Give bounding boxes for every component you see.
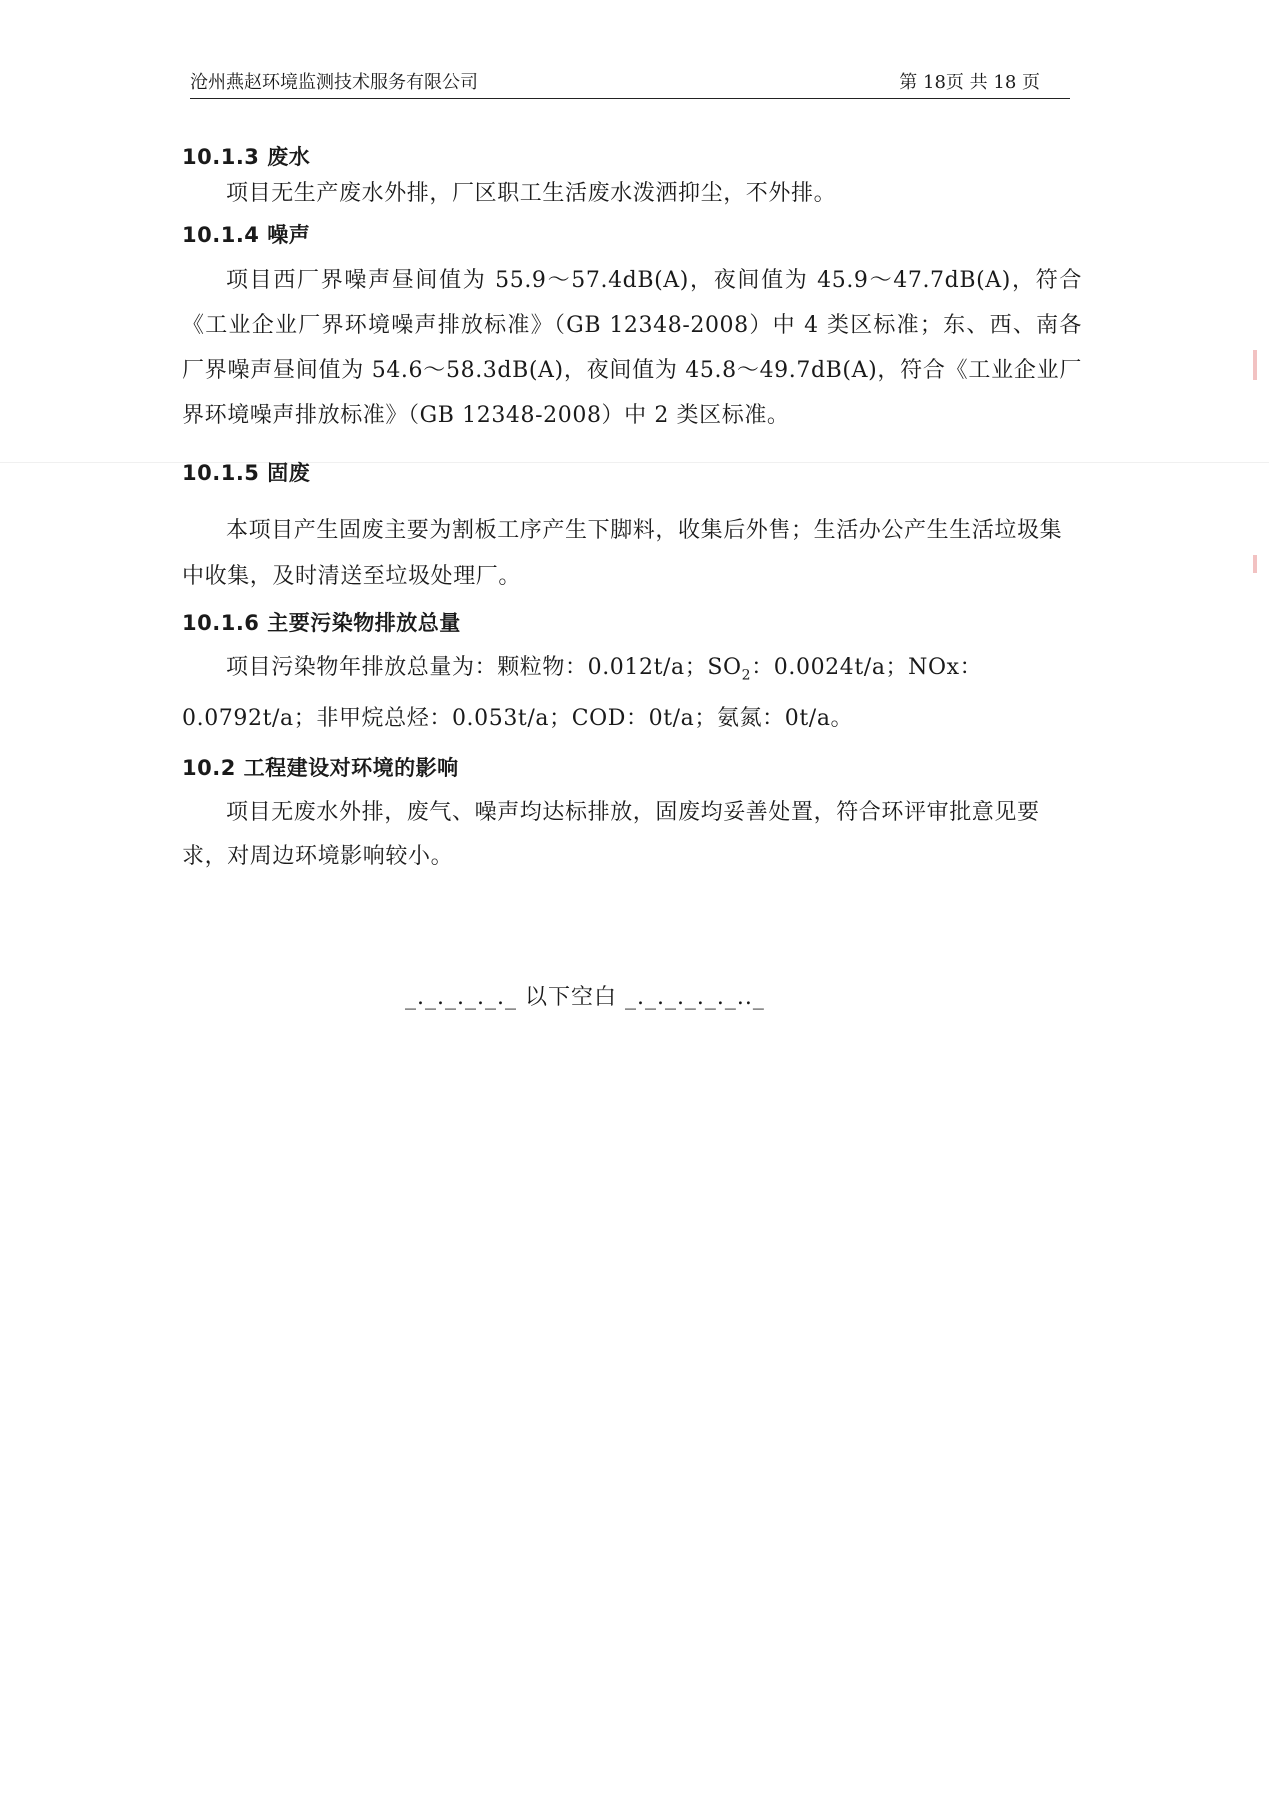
so2-subscript: 2 [741, 667, 752, 684]
page-number: 第 18页 共 18 页 [899, 72, 1040, 93]
section-text: 本项目产生固废主要为割板工序产生下脚料，收集后外售；生活办公产生生活垃圾集中收集，及时清送至垃圾处理厂。 [182, 518, 1063, 589]
scan-artifact-mark [1253, 555, 1257, 573]
section-pollutants [182, 606, 1082, 741]
document-body [182, 140, 1082, 879]
section-text: 项目无生产废水外排，厂区职工生活废水泼洒抑尘，不外排。 [226, 181, 837, 206]
page-header [190, 72, 1070, 99]
section-wastewater [182, 140, 1082, 214]
scan-artifact-mark [1253, 350, 1257, 380]
section-solid-waste [182, 456, 1082, 600]
end-of-content-marker: _._._._._._ 以下空白 _._._._._._.._ [405, 985, 765, 1010]
pollutant-text-part1: 项目污染物年排放总量为：颗粒物：0.012t/a；SO [226, 655, 742, 680]
section-title: 10.1.5 固废 [182, 461, 311, 485]
section-title: 10.1.3 废水 [182, 145, 311, 169]
company-name: 沧州燕赵环境监测技术服务有限公司 [190, 72, 478, 93]
section-text [182, 646, 1082, 741]
section-title: 10.1.4 噪声 [182, 223, 311, 247]
pollutant-text-part2: ：0.0024t/a；NOx：0.0792t/a；非甲烷总烃：0.053t/a；COD：0t/a；氨氮：0t/a。 [182, 655, 983, 732]
section-title: 10.1.6 主要污染物排放总量 [182, 611, 461, 635]
section-noise [182, 218, 1082, 438]
section-text: 项目西厂界噪声昼间值为 55.9～57.4dB(A)，夜间值为 45.9～47.7dB(A)，符合《工业企业厂界环境噪声排放标准》（GB 12348-2008）中 4 类区标准；东、西、南各厂界噪声昼间值为 54.6～58.3dB(A)，夜间值为 45.8～49.7dB(A)，符合《工业企业厂界环境噪声排放标准》（GB 12348-2008）中 2 类区标准。 [182, 268, 1082, 428]
section-impact [182, 751, 1082, 879]
section-text: 项目无废水外排，废气、噪声均达标排放，固废均妥善处置，符合环评审批意见要求，对周边环境影响较小。 [182, 800, 1040, 870]
section-title: 10.2 工程建设对环境的影响 [182, 756, 459, 781]
